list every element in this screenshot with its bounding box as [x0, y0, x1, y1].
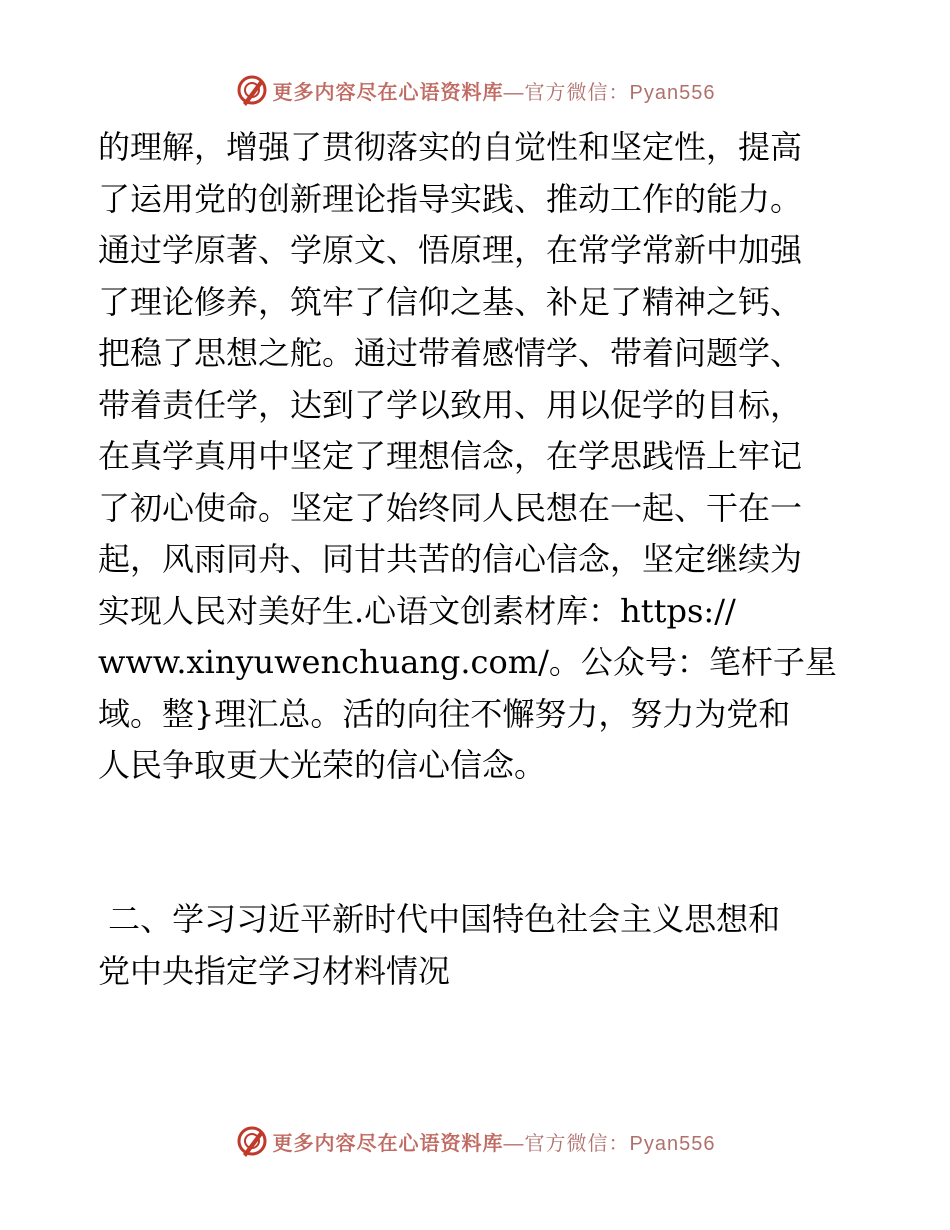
- body-line: 了理论修养，筑牢了信仰之基、补足了精神之钙、: [98, 282, 803, 321]
- section-heading-line: 党中央指定学习材料情况: [98, 951, 451, 990]
- body-line: www.xinyuwenchuang.com/。公众号：笔杆子星: [98, 643, 837, 681]
- header-banner-strong: 更多内容尽在心语资料库: [272, 81, 504, 104]
- body-line: 了初心使命。坚定了始终同人民想在一起、干在一: [98, 488, 803, 527]
- pen-logo-icon: [235, 73, 269, 107]
- body-line: 在真学真用中坚定了理想信念，在学思践悟上牢记: [98, 437, 803, 475]
- header-banner-rest: —官方微信：Pyan556: [503, 81, 716, 104]
- body-line: 起，风雨同舟、同甘共苦的信心信念，坚定继续为: [98, 540, 803, 578]
- body-line: 了运用党的创新理论指导实践、推动工作的能力。: [98, 179, 803, 218]
- body-line: 实现人民对美好生.心语文创素材库：https://: [98, 591, 736, 630]
- footer-banner: [0, 1121, 950, 1161]
- header-banner-text: [273, 76, 716, 105]
- footer-banner-strong: 更多内容尽在心语资料库: [272, 1132, 504, 1155]
- body-line: 人民争取更大光荣的信心信念。: [98, 746, 547, 784]
- header-banner: [0, 70, 950, 110]
- body-line: 把稳了思想之舵。通过带着感情学、带着问题学、: [98, 334, 803, 372]
- pen-logo-icon: [235, 1124, 269, 1158]
- footer-banner-rest: —官方微信：Pyan556: [503, 1132, 716, 1155]
- section-heading: [98, 894, 858, 997]
- footer-banner-text: [273, 1127, 716, 1156]
- body-line: 的理解，增强了贯彻落实的自觉性和坚定性，提高: [98, 128, 803, 166]
- body-line: 域。整}理汇总。活的向往不懈努力，努力为党和: [98, 694, 791, 733]
- section-heading-line: 二、学习习近平新时代中国特色社会主义思想和: [98, 900, 781, 938]
- body-line: 通过学原著、学原文、悟原理，在常学常新中加强: [98, 231, 803, 269]
- body-paragraph: [98, 122, 858, 792]
- body-line: 带着责任学，达到了学以致用、用以促学的目标，: [98, 385, 803, 424]
